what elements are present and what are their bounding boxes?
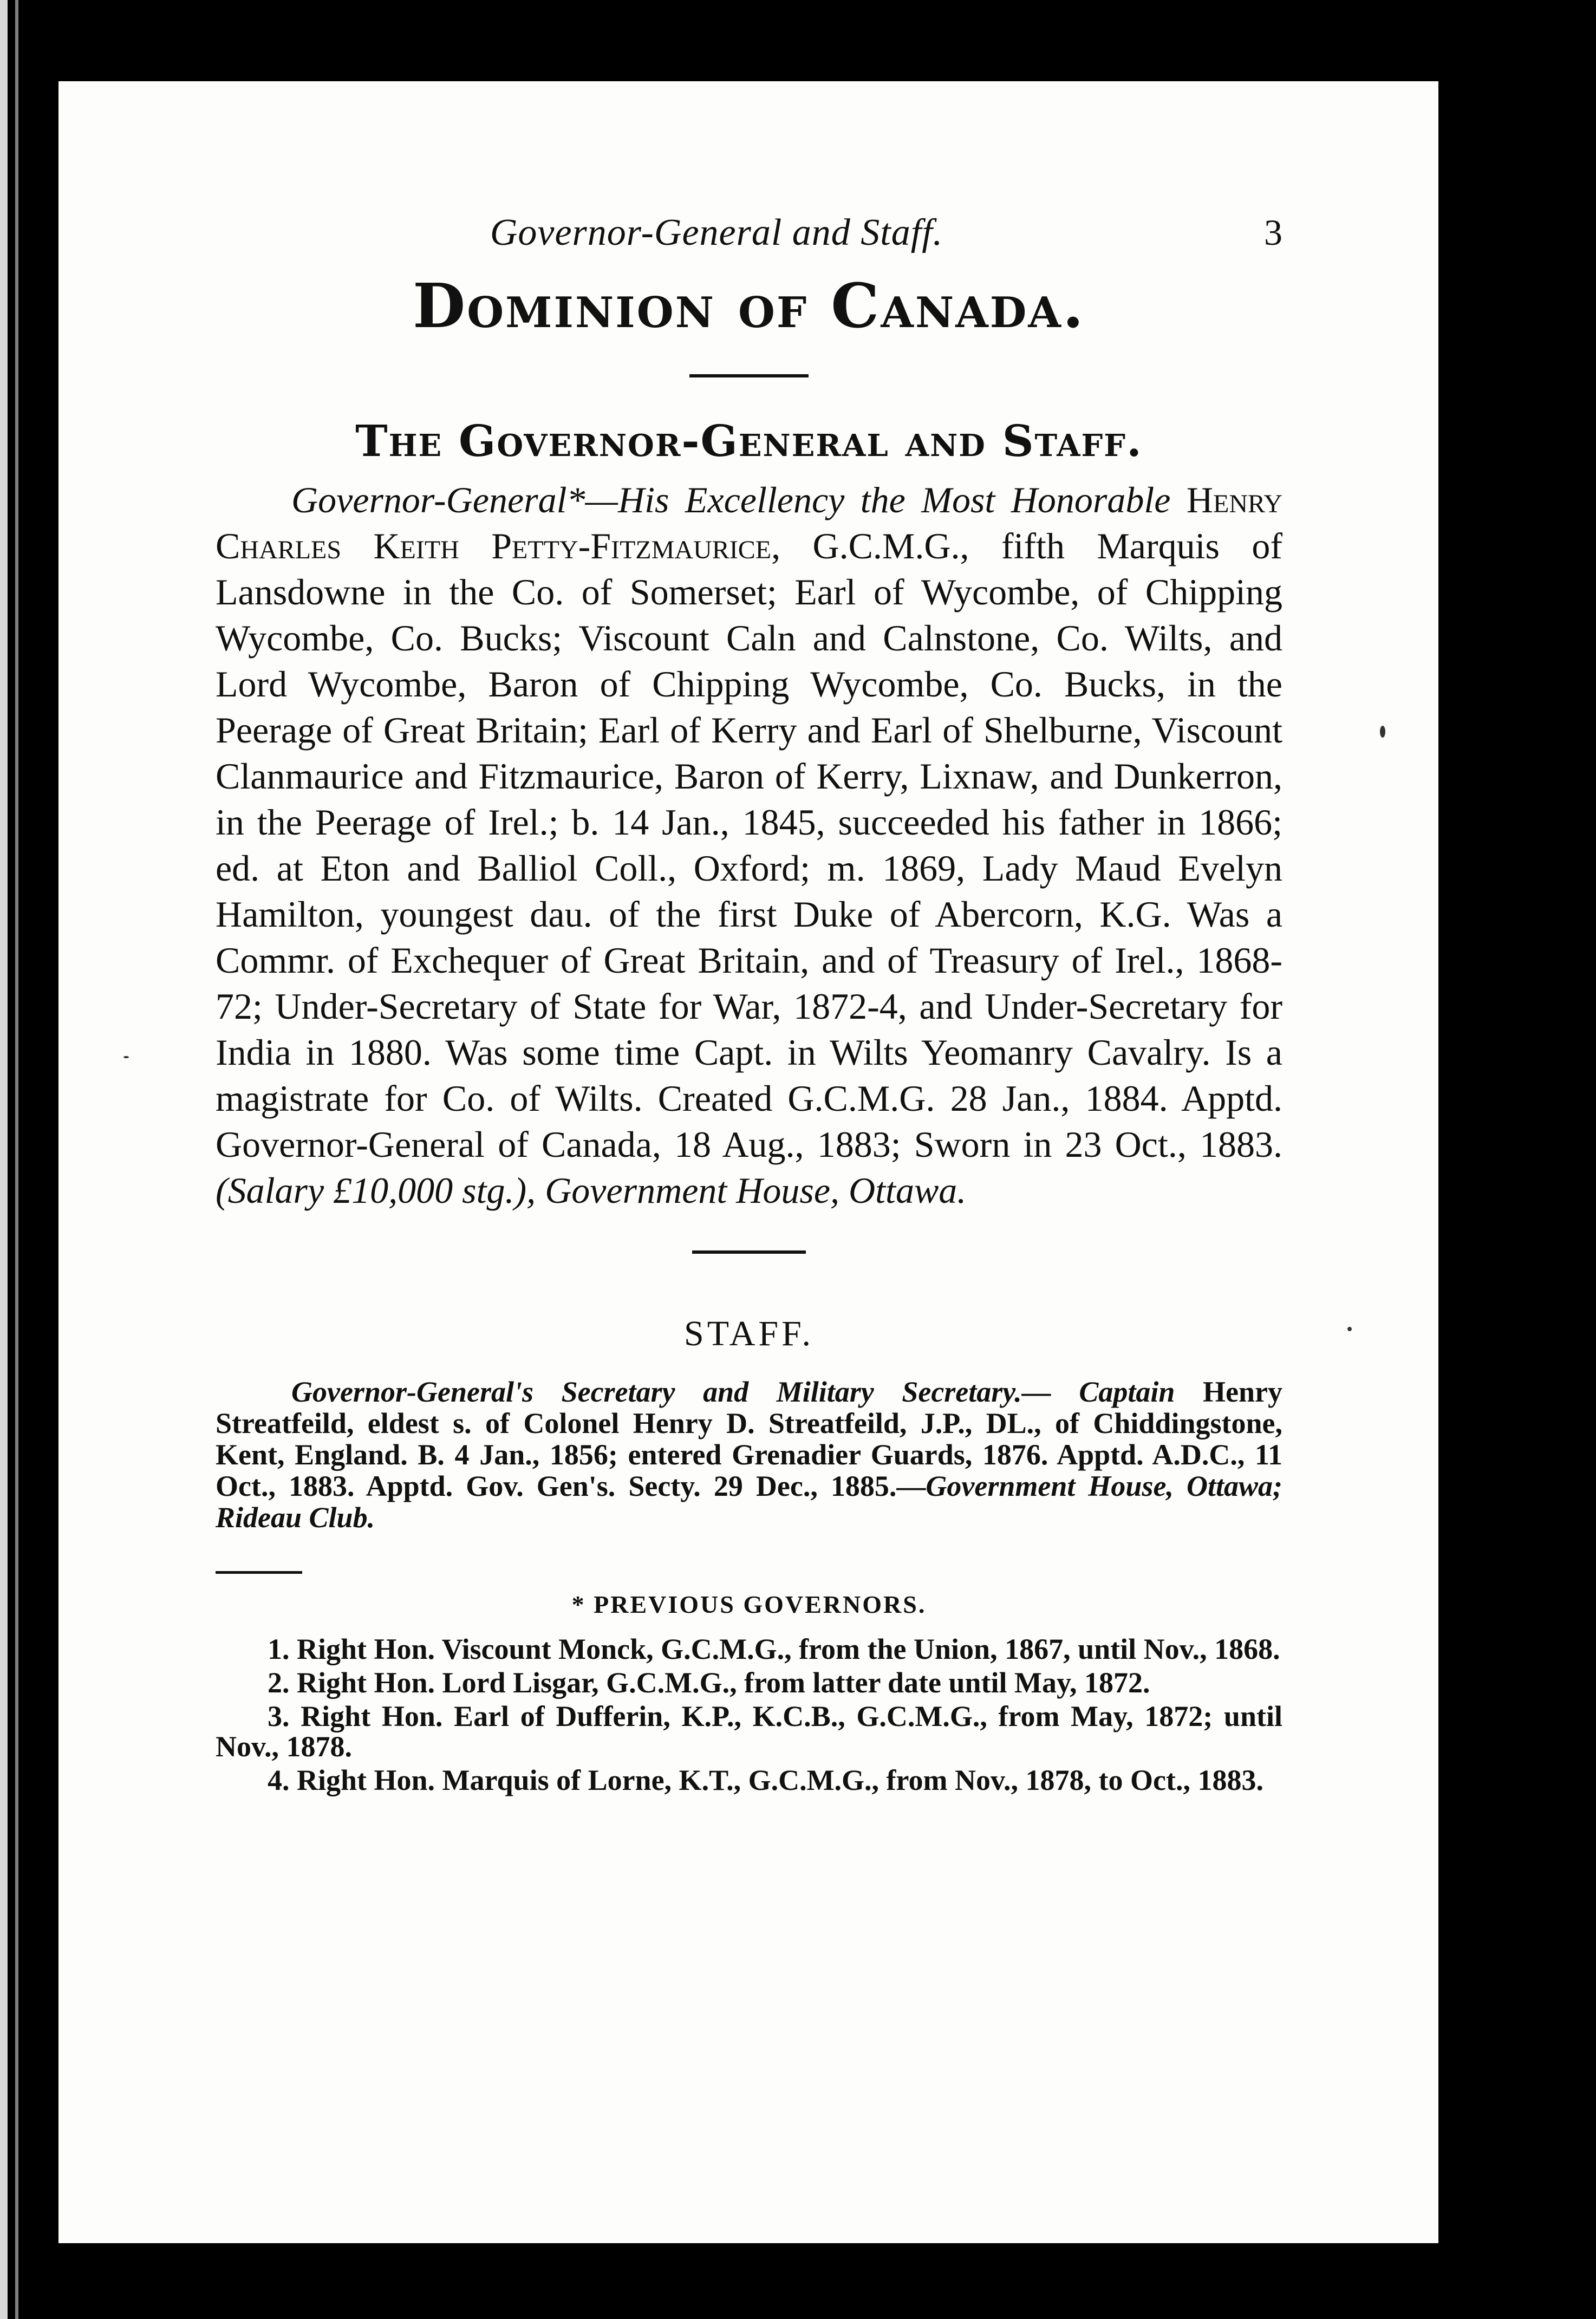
governor-intro: Governor-General*—His Excellency the Most Honorable [291, 479, 1171, 520]
page-number: 3 [1264, 212, 1282, 253]
list-item: 4. Right Hon. Marquis of Lorne, K.T., G.C.M.G., from Nov., 1878, to Oct., 1883. [268, 1764, 1263, 1796]
staff-entry [216, 1376, 1282, 1533]
governor-salary: (Salary £10,000 stg.), [216, 1170, 536, 1211]
page-title: Dominion of Canada. [413, 271, 1085, 342]
divider-rule [692, 1250, 806, 1254]
list-item: 2. Right Hon. Lord Lisgar, G.C.M.G., from latter date until May, 1872. [268, 1666, 1150, 1699]
scan-speck [123, 1056, 129, 1058]
governor-residence: Government House, Ottawa. [545, 1170, 967, 1211]
scan-edge-left [0, 0, 8, 2319]
previous-governors-list [216, 1634, 1282, 1795]
previous-governors-heading: * PREVIOUS GOVERNORS. [571, 1591, 927, 1618]
scan-speck [1380, 726, 1385, 738]
governor-general-entry [216, 477, 1282, 1214]
scan-edge-left-inner [15, 0, 18, 2319]
scan-speck [1347, 1327, 1352, 1331]
page-content [216, 200, 1282, 1799]
running-head: Governor-General and Staff. [490, 212, 943, 253]
page-header [216, 200, 1282, 260]
section-heading: The Governor-General and Staff. [355, 415, 1143, 466]
staff-heading: STAFF. [683, 1314, 815, 1353]
divider-rule [689, 374, 809, 377]
list-item: 3. Right Hon. Earl of Dufferin, K.P., K.C.B., G.C.M.G., from May, 1872; until Nov., 1878. [216, 1700, 1282, 1763]
staff-text: Henry Streatfeild, eldest s. of Colonel Henry D. Streatfeild, J.P., DL., of Chiddingstone, Kent, England. B. 4 Jan., 1856; entered Grenadier Guards, 1876. Apptd. A.D.C., 11 Oct., 1883. Apptd. Gov. Gen's. Secty. 29 Dec., 1885.— [216, 1376, 1282, 1502]
footnote-rule [216, 1571, 302, 1574]
staff-role: Governor-General's Secretary and Military Secretary.— Captain [291, 1376, 1175, 1408]
document-page [58, 81, 1438, 2243]
governor-biography: , G.C.M.G., fifth Marquis of Lansdowne in the Co. of Somerset; Earl of Wycombe, of Chipping Wycombe, Co. Bucks; Viscount Caln and Calnstone, Co. Wilts, and Lord Wycombe, Baron of Chipping Wycombe, Co. Bucks, in the Peerage of Great Britain; Earl of Kerry and Earl of Shelburne, Viscount Clanmaurice and Fitzmaurice, Baron of Kerry, Lixnaw, and Dunkerron, in the Peerage of Irel.; b. 14 Jan., 1845, succeeded his father in 1866; ed. at Eton and Balliol Coll., Oxford; m. 1869, Lady Maud Evelyn Hamilton, youngest dau. of the first Duke of Abercorn, K.G. Was a Commr. of Exchequer of Great Britain, and of Treasury of Irel., 1868-72; Under-Secretary of State for War, 1872-4, and Under-Secretary for India in 1880. Was some time Capt. in Wilts Yeomanry Cavalry. Is a magistrate for Co. of Wilts. Created G.C.M.G. 28 Jan., 1884. Apptd. Governor-General of Canada, 18 Aug., 1883; Sworn in 23 Oct., 1883. [216, 525, 1282, 1165]
staff-address: Government House, Ottawa; Rideau Club. [216, 1470, 1282, 1534]
list-item: 1. Right Hon. Viscount Monck, G.C.M.G., from the Union, 1867, until Nov., 1868. [268, 1633, 1280, 1665]
governor-name: Henry Charles Keith Petty-Fitzmaurice [216, 479, 1283, 566]
